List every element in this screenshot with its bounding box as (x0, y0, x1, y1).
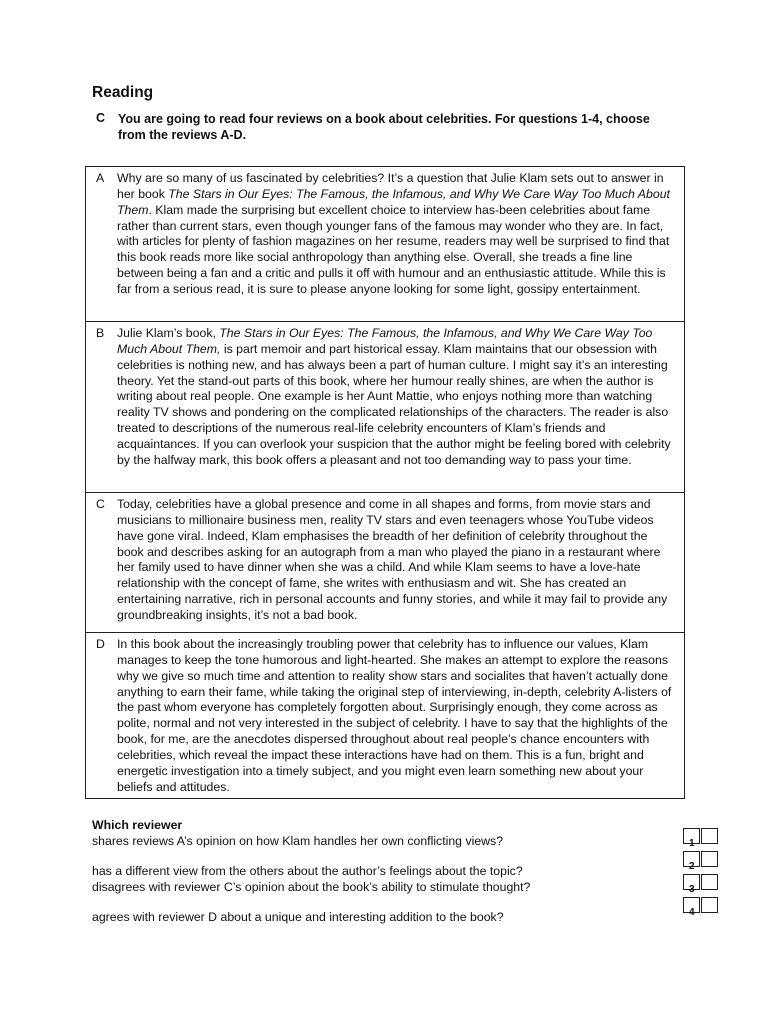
question-1: shares reviews A’s opinion on how Klam handles her own conflicting views? (92, 834, 504, 848)
review-c (86, 493, 684, 633)
review-text-post: is part memoir and part historical essay. Klam maintains that our obsession with celebrities is nothing new, and has always been a part of human culture. I might say it’s an interesting theory. Yet the stand-out parts of this book, where her humour really shines, are when the author is writing about real people. One example is her Aunt Mattie, who enjoys nothing more than watching reality TV shows and pondering on the complicated relationships of the characters. The reader is also treated to descriptions of the numerous real-life celebrity encounters of Klam’s friends and acquaintances. If you can overlook your suspicion that the author might be feeling bored with celebrity by the halfway mark, this book offers a pleasant and not too demanding way to pass your time. (117, 341, 671, 467)
answer-input-cell[interactable] (701, 897, 718, 913)
answer-box-4[interactable] (683, 897, 719, 918)
answer-box-1[interactable] (683, 828, 719, 849)
answer-input-cell[interactable] (701, 874, 718, 890)
question-4: agrees with reviewer D about a unique and interesting addition to the book? (92, 910, 504, 924)
answer-box-3[interactable] (683, 874, 719, 895)
reviews-table (85, 166, 685, 799)
question-number: 2 (689, 861, 695, 872)
answer-input-cell[interactable] (701, 851, 718, 867)
review-text (117, 167, 676, 302)
question-number: 4 (689, 907, 695, 918)
review-letter: B (96, 326, 105, 340)
page-title: Reading (92, 84, 154, 101)
question-3: disagrees with reviewer C’s opinion about the book’s ability to stimulate thought? (92, 880, 531, 894)
review-letter: C (96, 497, 105, 511)
review-letter: D (96, 637, 105, 651)
instruction-letter: C (96, 111, 106, 125)
book-title: The Stars in Our Eyes: The Famous, the Infamous, and Why We Care Way Too Much About Them, (117, 326, 653, 356)
review-letter: A (96, 171, 105, 185)
review-text (117, 633, 676, 799)
question-2: has a different view from the others about the author’s feelings about the topic? (92, 864, 523, 878)
review-text-pre: Why are so many of us fascinated by celebrities? It’s a question that Julie Klam sets out to answer in her book (117, 171, 664, 201)
review-text-pre: Julie Klam’s book, (117, 326, 220, 340)
review-text (117, 322, 676, 473)
review-text (117, 493, 676, 628)
review-text-pre: Today, celebrities have a global presence and come in all shapes and forms, from movie stars and musicians to millionaire business men, reality TV stars and even teenagers whose YouTube videos have gone viral. Indeed, Klam emphasises the breadth of her definition of celebrity throughout the book and describes asking for an autograph from a man who played the piano in a restaurant where her family used to have dinner when she was a child. And while Klam seems to have a love-hate relationship with the concept of fame, she writes with enthusiasm and wit. She has created an entertaining narrative, rich in personal accounts and funny stories, and while it may fail to provide any groundbreaking insights, it’s not a bad book. (117, 497, 668, 622)
question-number: 1 (689, 838, 695, 849)
book-title: The Stars in Our Eyes: The Famous, the Infamous, and Why We Care Way Too Much About Them (117, 186, 670, 217)
answer-box-2[interactable] (683, 851, 719, 872)
instruction-text: You are going to read four reviews on a book about celebrities. For questions 1-4, choose from the reviews A-D. (118, 112, 650, 142)
answer-input-cell[interactable] (701, 828, 718, 844)
review-text-pre: In this book about the increasingly troubling power that celebrity has to influence our values, Klam manages to keep the tone humorous and light-hearted. She makes an attempt to explore the reasons why we give so much time and attention to reality show stars and socialites that haven’t actually done anything to earn their fame, while taking the original step of interviewing, in-depth, celebrity A-listers of the past whom everyone has completely forgotten about. Surprisingly enough, they come across as polite, normal and not very interested in the subject of celebrity. I have to say that the highlights of the book, for me, are the anecdotes dispersed throughout about real people’s chance encounters with celebrities, which reveal the impact these interactions have had on them. This is a fun, bright and energetic investigation into a timely subject, and you might even learn something new about your beliefs and attitudes. (117, 637, 672, 794)
review-a (86, 167, 684, 322)
questions-heading: Which reviewer (92, 818, 183, 832)
review-d (86, 633, 684, 799)
review-text-post: . Klam made the surprising but excellent choice to interview has-been celebrities about fame rather than current stars, even though younger fans of the famous may wonder who they are. In fact, with articles for plenty of fashion magazines on her resume, readers may well be surprised to find that this book reads more like social anthropology than anything else. Overall, she treads a fine line between being a fan and a critic and pulls it off with humour and an enthusiastic attitude. While this is far from a serious read, it is sure to please anyone looking for some light, gossipy entertainment. (117, 202, 670, 296)
question-number: 3 (689, 884, 695, 895)
review-b (86, 322, 684, 493)
